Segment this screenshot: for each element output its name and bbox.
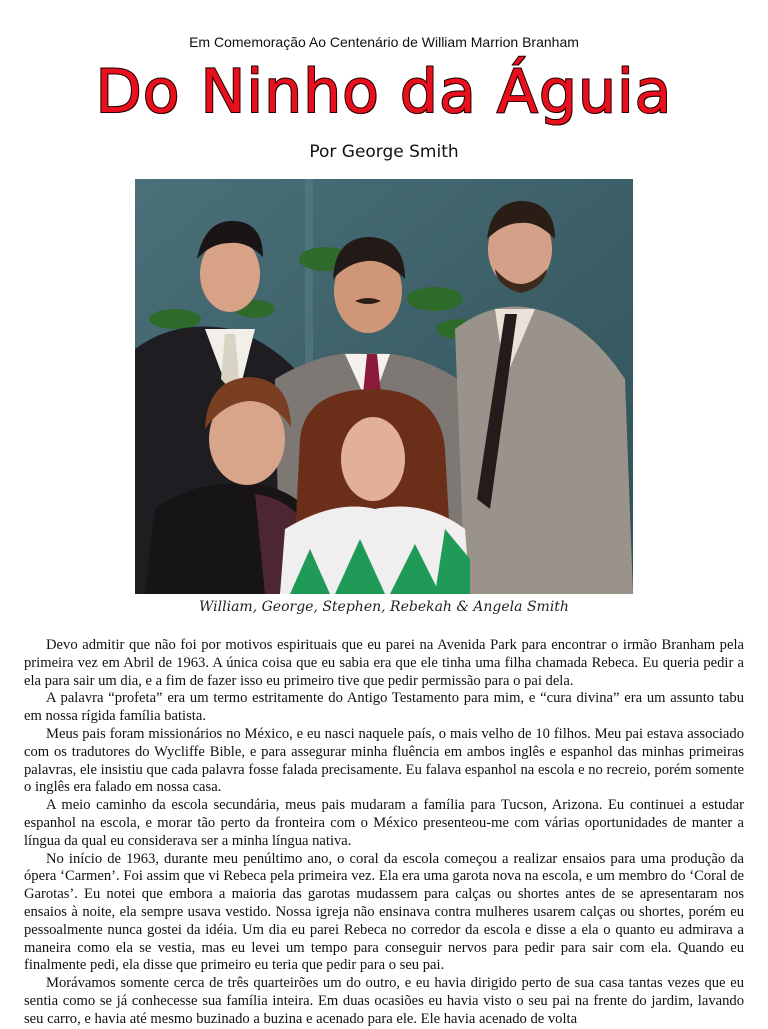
article-body: [24, 637, 744, 1029]
paragraph: No início de 1963, durante meu penúltimo ano, o coral da escola começou a realizar ensaios para uma produção da ópera ‘Carmen’. Foi assim que vi Rebeca pela primeira vez. Ela era uma garota nova na escola, e um membro do ‘Coral de Garotas’. Eu notei que embora a maioria das garotas mudassem para calças ou shortes antes de se apresentaram nos ensaios à noite, ela sempre usava vestido. Nossa igreja não ensinava contra mulheres usarem calças ou shortes, porém eu pessoalmente nunca gostei da idéia. Um dia eu parei Rebeca no corredor da escola e disse a ela o quanto eu admirava a maneira como ela se vestia, mas eu levei um tempo para conseguir nervos para pedir para sair com ela. Quando eu finalmente pedi, ela disse que primeiro eu teria que pedir para o seu pai.: [24, 850, 744, 974]
paragraph: Morávamos somente cerca de três quarteirões um do outro, e eu havia dirigido perto de sua casa tantas vezes que eu sentia como se já conhecesse sua família inteira. Em duas ocasiões eu havia visto o seu pai na frente do jardim, lavando seu carro, e havia até mesmo buzinado a buzina e acenado para ele. Ele havia acenado de volta: [24, 975, 744, 1027]
paragraph: A palavra “profeta” era um termo estritamente do Antigo Testamento para mim, e “cura divina” era um assunto tabu em nossa rígida família batista.: [24, 690, 744, 725]
byline: Por George Smith: [309, 142, 459, 162]
supertitle: Em Comemoração Ao Centenário de William Marrion Branham: [189, 34, 579, 50]
paragraph: Devo admitir que não foi por motivos espirituais que eu parei na Avenida Park para encontrar o irmão Branham pela primeira vez em Abril de 1963. A única coisa que eu sabia era que ele tinha uma filha chamada Rebeca. Eu queria pedir a ela para sair um dia, e a fim de fazer isso eu primeiro tive que pedir permissão para o pai dela.: [24, 637, 744, 689]
photo-caption: William, George, Stephen, Rebekah & Angela Smith: [199, 599, 569, 615]
paragraph: Meus pais foram missionários no México, e eu nasci naquele país, o mais velho de 10 filhos. Meu pai estava associado com os tradutores do Wycliffe Bible, e para assegurar minha fluência em ambos inglês e espanhol das minhas primeiras palavras, ele insistiu que cada palavra fosse falada precisamente. Eu falava espanhol na escola e no recreio, porém somente o inglês era falado em nossa casa.: [24, 725, 744, 796]
paragraph: A meio caminho da escola secundária, meus pais mudaram a família para Tucson, Arizona. Eu continuei a estudar espanhol na escola, e morar tão perto da fronteira com o México presenteou-me com várias oportunidades de manter a língua da qual eu considerava ser a minha língua nativa.: [24, 797, 744, 849]
family-photo: [135, 179, 633, 594]
page-title: Do Ninho da Águia: [95, 57, 673, 127]
